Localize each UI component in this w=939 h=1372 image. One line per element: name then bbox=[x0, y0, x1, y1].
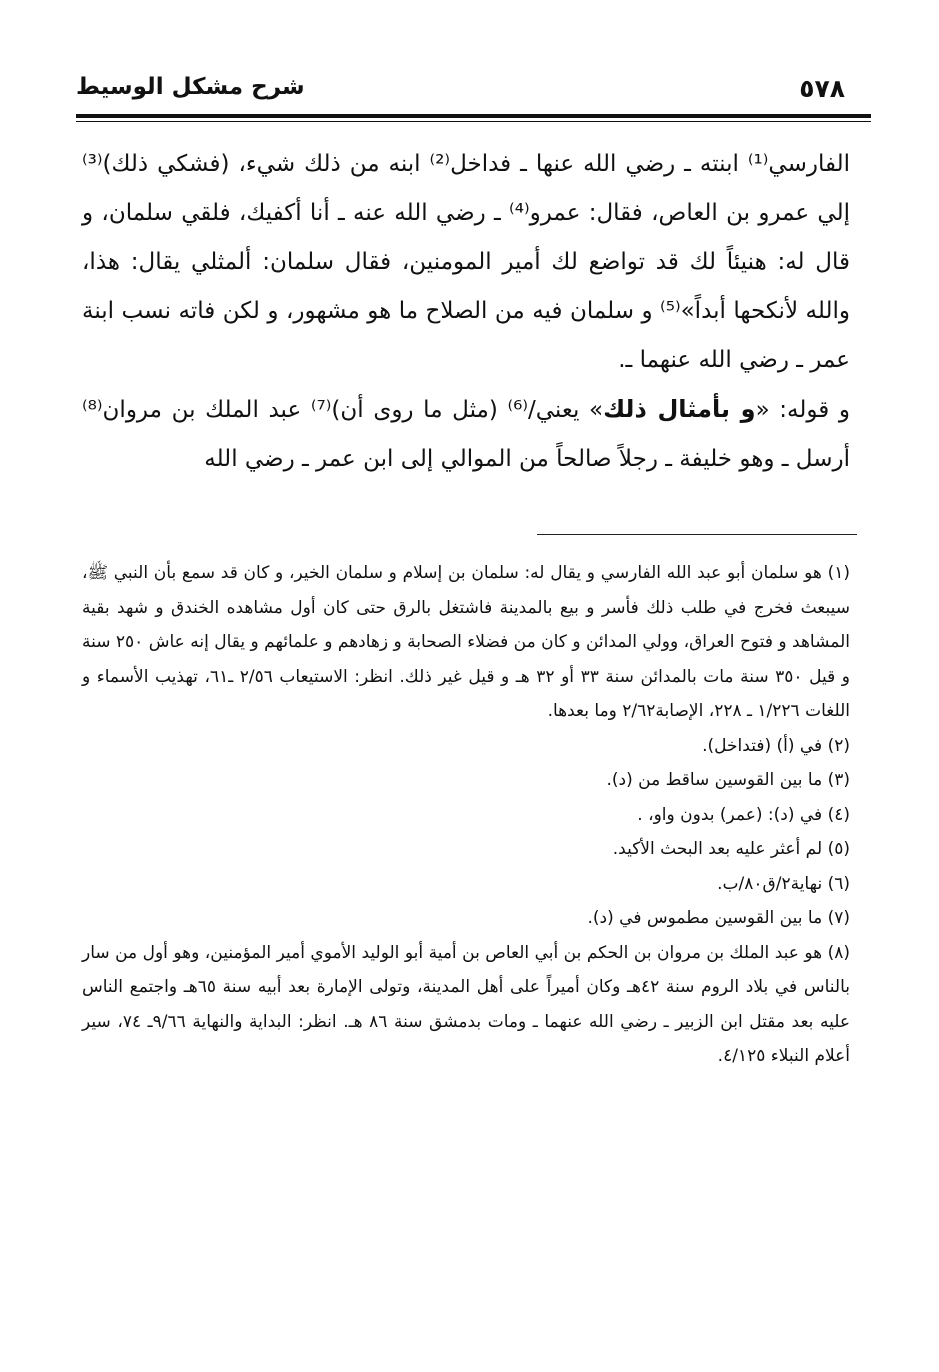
header-rule-thick bbox=[76, 114, 871, 118]
footnote-1: (١) هو سلمان أبو عبد الله الفارسي و يقال له: سلمان بن إسلام و سلمان الخير، و كان قد سمع بأن النبي ﷺ، سيبعث فخرج في طلب ذلك فأسر و بيع بالمدينة فاشتغل بالرق حتى كان أول مشاهده الخندق و شهد بقية المشاهد و فتوح العراق، وولي المدائن و كان من فضلاء الصحابة و زهادهم و علمائهم و يقال إنه عاش ٢٥٠ سنة و قيل ٣٥٠ سنة مات بالمدائن سنة ٣٣ أو ٣٢ هـ و قيل غير ذلك. انظر: الاستيعاب ٢/٥٦ ـ٦١، تهذيب الأسماء و اللغات ١/٢٢٦ ـ ٢٢٨، الإصابة٢/٦٢ وما بعدها. bbox=[82, 563, 850, 721]
footnote-divider bbox=[537, 534, 857, 535]
footnote-3: (٣) ما بين القوسين ساقط من (د). bbox=[606, 770, 850, 790]
header-rule-thin bbox=[76, 121, 871, 122]
paragraph-2-rest: » يعني/⁽⁶⁾ (مثل ما روى أن)⁽⁷⁾ عبد الملك بن مروان⁽⁸⁾ أرسل ـ وهو خليفة ـ رجلاً صالحاً من الموالي إلى ابن عمر ـ رضي الله bbox=[82, 397, 850, 472]
page-header bbox=[76, 66, 871, 116]
footnote-7: (٧) ما بين القوسين مطموس في (د). bbox=[587, 908, 850, 928]
footnote-8: (٨) هو عبد الملك بن مروان بن الحكم بن أبي العاص بن أمية أبو الوليد الأموي أمير المؤمنين، وهو أول من سار بالناس في بلاد الروم سنة ٤٢هـ وكان أميراً على أهل المدينة، وتولى الإمارة بعد أبيه سنة ٦٥هـ واجتمع الناس عليه بعد مقتل ابن الزبير ـ رضي الله عنهما ـ ومات بدمشق سنة ٨٦ هـ. انظر: البداية والنهاية ٩/٦٦ـ ٧٤، سير أعلام النبلاء ٤/١٢٥. bbox=[82, 942, 850, 1066]
footnote-2: (٢) في (أ) (فتداخل). bbox=[702, 735, 850, 756]
page-number: ٥٧٨ bbox=[799, 74, 845, 103]
footnotes bbox=[82, 556, 850, 1074]
main-text bbox=[82, 140, 850, 484]
footnote-6: (٦) نهاية٢/ق٨٠/ب. bbox=[717, 873, 850, 894]
footnote-4: (٤) في (د): (عمر) بدون واو، . bbox=[637, 804, 850, 825]
running-title: شرح مشكل الوسيط bbox=[76, 74, 305, 100]
quoted-phrase: و بأمثال ذلك bbox=[603, 395, 756, 423]
main-paragraph-2 bbox=[82, 385, 850, 484]
main-paragraph-1: الفارسي⁽¹⁾ ابنته ـ رضي الله عنها ـ فداخل⁽²⁾ ابنه من ذلك شيء، (فشكي ذلك)⁽³⁾ إلي عمرو بن العاص، فقال: عمرو⁽⁴⁾ ـ رضي الله عنه ـ أنا أكفيك، فلقي سلمان، و قال له: هنيئاً لك قد تواضع لك أمير المومنين، فقال سلمان: ألمثلي يقال: هذا، والله لأنكحها أبداً»⁽⁵⁾ و سلمان فيه من الصلاح ما هو مشهور، و لكن فاته نسب ابنة عمر ـ رضي الله عنهما ـ. bbox=[82, 151, 850, 373]
paragraph-2-prefix: و قوله: « bbox=[755, 397, 851, 423]
footnote-5: (٥) لم أعثر عليه بعد البحث الأكيد. bbox=[612, 839, 850, 859]
